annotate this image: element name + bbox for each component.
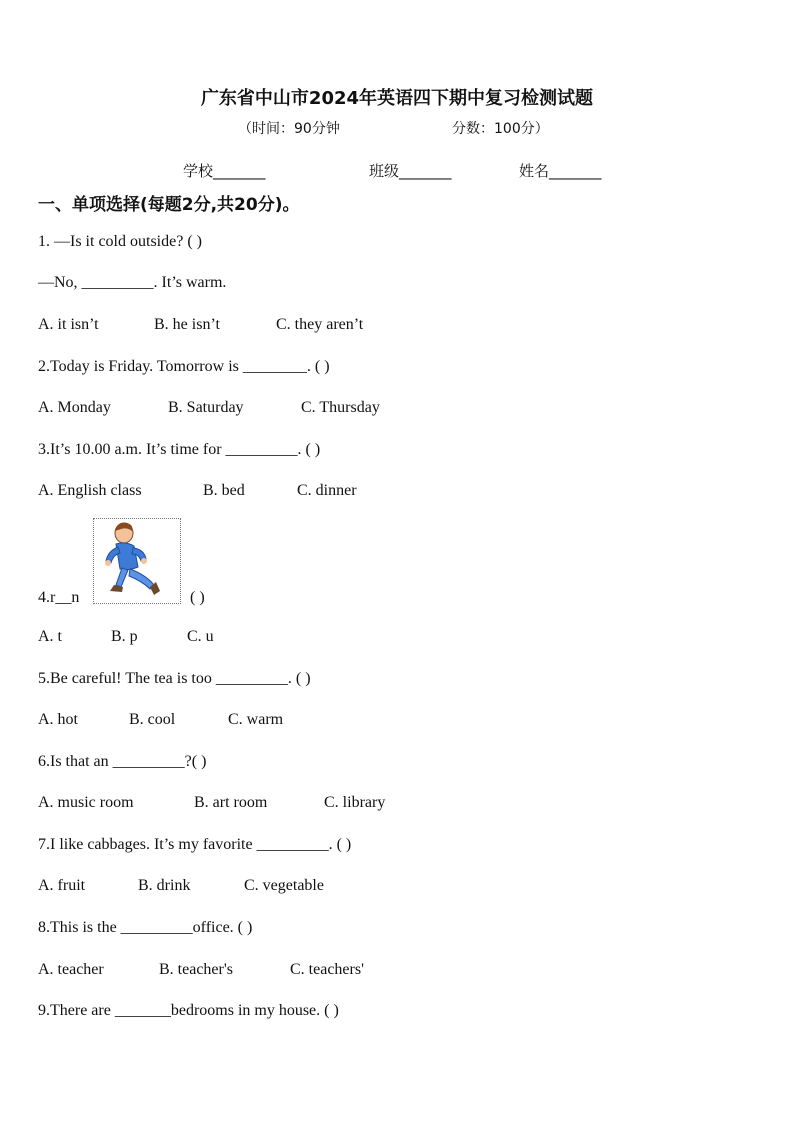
- question-3-stem: 3.It’s 10.00 a.m. It’s time for _________. ( ): [38, 441, 321, 458]
- question-1-stem-2: —No, _________. It’s warm.: [38, 274, 227, 291]
- option-c: C. they aren’t: [276, 316, 364, 333]
- section-title: 一、单项选择(每题2分,共20分)。: [38, 195, 300, 215]
- running-boy-image: [93, 518, 181, 604]
- option-b: B. p: [111, 628, 138, 645]
- question-7-stem: 7.I like cabbages. It’s my favorite _________. ( ): [38, 836, 352, 853]
- question-5-stem: 5.Be careful! The tea is too _________. ( ): [38, 670, 311, 687]
- option-c: C. library: [324, 794, 386, 811]
- option-b: B. Saturday: [168, 399, 244, 416]
- running-boy-icon: [94, 519, 180, 603]
- option-c: C. u: [187, 628, 214, 645]
- question-4-stem: 4.r__n: [38, 589, 80, 606]
- question-8-stem: 8.This is the _________office. ( ): [38, 919, 253, 936]
- question-9-stem: 9.There are _______bedrooms in my house. ( ): [38, 1002, 339, 1019]
- class-field: 班级_______: [369, 162, 452, 180]
- option-b: B. cool: [129, 711, 176, 728]
- option-a: A. teacher: [38, 961, 104, 978]
- option-b: B. bed: [203, 482, 245, 499]
- option-a: A. it isn’t: [38, 316, 99, 333]
- option-b: B. teacher's: [159, 961, 233, 978]
- exam-time: （时间：90分钟: [238, 121, 340, 137]
- question-1-stem: 1. —Is it cold outside? ( ): [38, 233, 202, 250]
- option-c: C. teachers': [290, 961, 364, 978]
- page-title: 广东省中山市2024年英语四下期中复习检测试题: [200, 88, 594, 109]
- option-a: A. fruit: [38, 877, 86, 894]
- option-c: C. warm: [228, 711, 284, 728]
- option-a: A. English class: [38, 482, 142, 499]
- question-2-stem: 2.Today is Friday. Tomorrow is ________. ( ): [38, 358, 330, 375]
- school-field: 学校_______: [183, 162, 266, 180]
- option-a: A. Monday: [38, 399, 111, 416]
- option-c: C. vegetable: [244, 877, 324, 894]
- option-a: A. hot: [38, 711, 78, 728]
- question-4-answer-blank: ( ): [190, 589, 205, 606]
- option-b: B. he isn’t: [154, 316, 220, 333]
- exam-score: 分数：100分）: [452, 121, 549, 137]
- name-field: 姓名_______: [519, 162, 602, 180]
- option-b: B. art room: [194, 794, 268, 811]
- option-a: A. t: [38, 628, 62, 645]
- option-c: C. Thursday: [301, 399, 380, 416]
- option-c: C. dinner: [297, 482, 357, 499]
- option-a: A. music room: [38, 794, 134, 811]
- option-b: B. drink: [138, 877, 191, 894]
- question-6-stem: 6.Is that an _________?( ): [38, 753, 207, 770]
